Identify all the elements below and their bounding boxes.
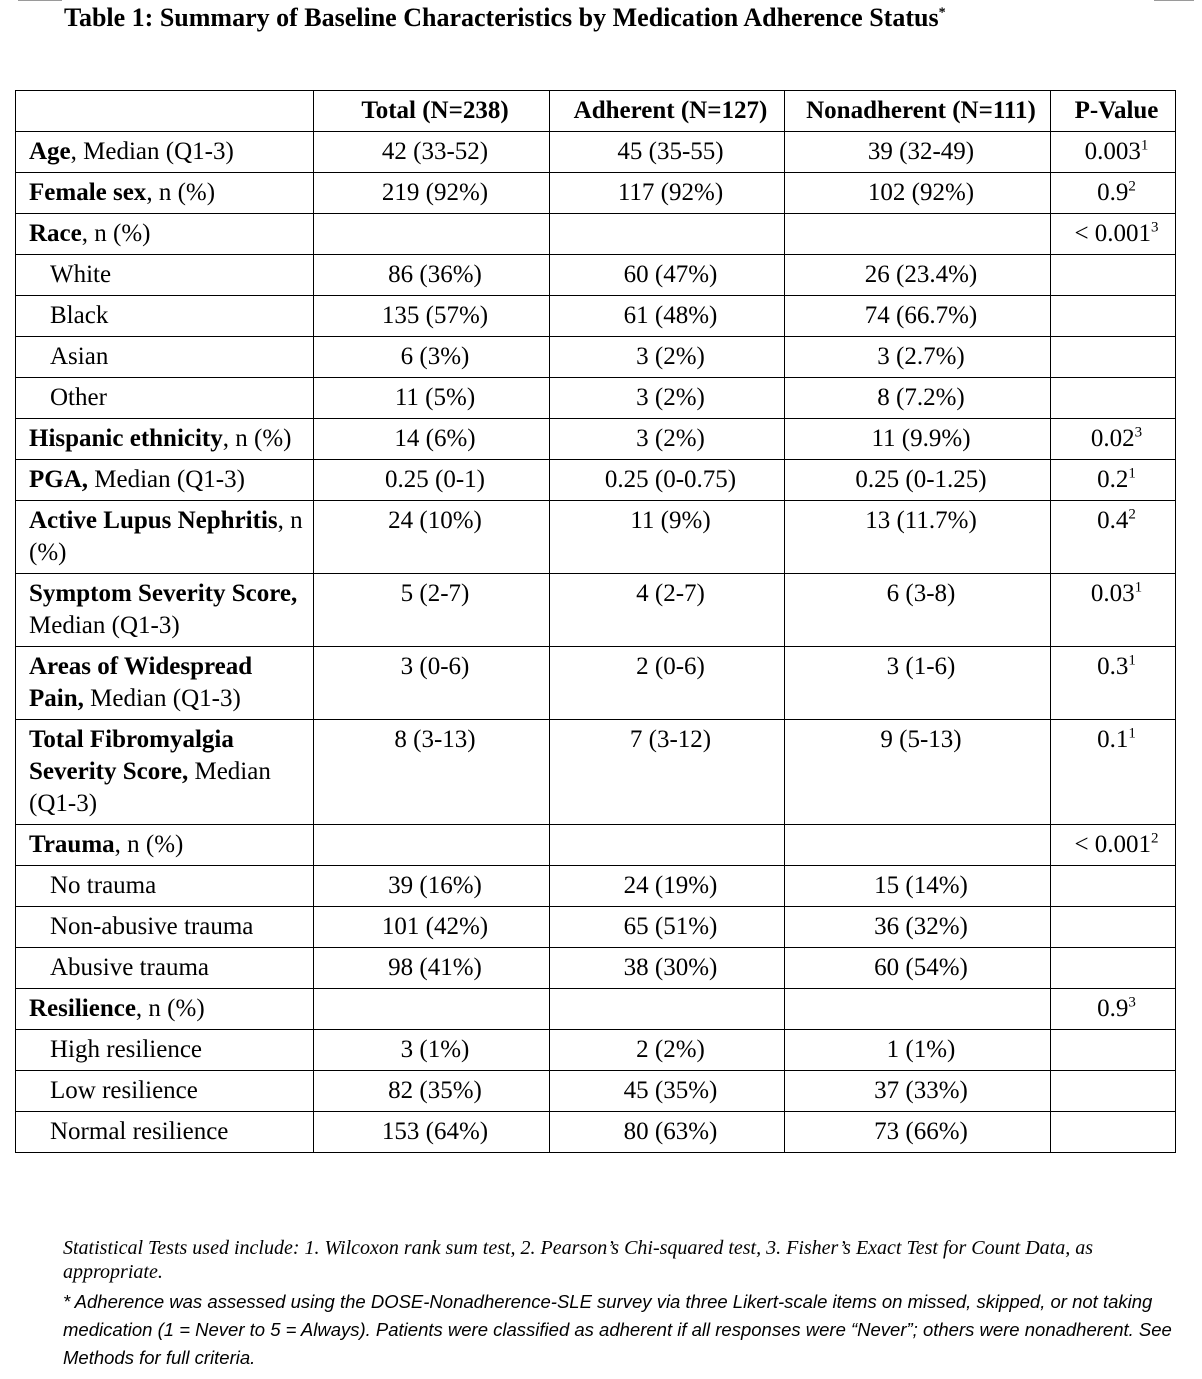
row-label (16, 720, 314, 825)
row-label-bold: Race (29, 220, 82, 247)
row-label-bold: Age (29, 138, 71, 165)
table-row (16, 132, 1176, 173)
p-value-text: 0.4 (1097, 507, 1129, 534)
row-label-text: Median (Q1-3) (88, 466, 245, 493)
row-label (16, 296, 314, 337)
cell-nonadherent: 0.25 (0-1.25) (785, 460, 1051, 501)
p-value-text: 0.03 (1090, 580, 1135, 607)
cell-p-value (1051, 825, 1176, 866)
cell-adherent: 45 (35%) (550, 1071, 785, 1112)
p-value-text: 0.2 (1097, 466, 1129, 493)
cell-nonadherent: 9 (5-13) (785, 720, 1051, 825)
row-label-text: , n (%) (29, 507, 303, 566)
row-label (16, 132, 314, 173)
row-label (16, 948, 314, 989)
table-row (16, 948, 1176, 989)
cell-nonadherent: 3 (2.7%) (785, 337, 1051, 378)
cell-p-value (1051, 1112, 1176, 1153)
p-value-test-marker: 1 (1128, 725, 1136, 742)
row-label-text: , n (%) (135, 995, 205, 1022)
cell-nonadherent: 13 (11.7%) (785, 501, 1051, 574)
cell-p-value (1051, 296, 1176, 337)
p-value-test-marker: 1 (1134, 579, 1143, 596)
p-value-text: 0.3 (1097, 653, 1129, 680)
table-row (16, 720, 1176, 825)
table-row (16, 907, 1176, 948)
row-label-text: Normal resilience (50, 1118, 229, 1145)
footnotes (63, 1236, 1173, 1372)
row-label-bold: Hispanic ethnicity (29, 425, 223, 452)
row-label-text: No trauma (50, 872, 157, 899)
row-label-text: High resilience (50, 1036, 203, 1063)
cell-adherent: 4 (2-7) (550, 574, 785, 647)
cell-total: 8 (3-13) (314, 720, 550, 825)
cell-nonadherent: 36 (32%) (785, 907, 1051, 948)
row-label-text: , Median (Q1-3) (70, 138, 234, 165)
row-label (16, 1112, 314, 1153)
cell-p-value (1051, 460, 1176, 501)
table-row (16, 989, 1176, 1030)
p-value-test-marker: 2 (1128, 178, 1136, 195)
cell-nonadherent: 74 (66.7%) (785, 296, 1051, 337)
row-label-text: Abusive trauma (50, 954, 209, 981)
cell-p-value (1051, 501, 1176, 574)
p-value-text: 0.003 (1084, 138, 1141, 165)
cell-adherent: 7 (3-12) (550, 720, 785, 825)
cell-nonadherent: 39 (32-49) (785, 132, 1051, 173)
p-value-text: < 0.001 (1074, 220, 1152, 247)
row-label-text: Non-abusive trauma (50, 913, 254, 940)
cell-adherent: 38 (30%) (550, 948, 785, 989)
title-asterisk: * (938, 5, 946, 21)
p-value-test-marker: 1 (1128, 465, 1136, 482)
cell-nonadherent: 60 (54%) (785, 948, 1051, 989)
table-row (16, 574, 1176, 647)
cell-adherent: 11 (9%) (550, 501, 785, 574)
cell-total: 82 (35%) (314, 1071, 550, 1112)
p-value-test-marker: 3 (1151, 219, 1159, 236)
row-label (16, 1071, 314, 1112)
baseline-characteristics-table (15, 90, 1176, 1153)
cell-nonadherent: 102 (92%) (785, 173, 1051, 214)
table-row (16, 419, 1176, 460)
cell-nonadherent: 11 (9.9%) (785, 419, 1051, 460)
row-label-bold: Trauma (29, 831, 115, 858)
p-value-test-marker: 3 (1134, 424, 1143, 441)
cell-p-value (1051, 378, 1176, 419)
cell-total: 42 (33-52) (314, 132, 550, 173)
cell-total: 11 (5%) (314, 378, 550, 419)
row-label (16, 419, 314, 460)
cell-nonadherent: 6 (3-8) (785, 574, 1051, 647)
cell-adherent: 3 (2%) (550, 419, 785, 460)
cell-nonadherent (785, 989, 1051, 1030)
cell-total (314, 214, 550, 255)
row-label (16, 378, 314, 419)
cell-p-value (1051, 173, 1176, 214)
row-label-text: , n (%) (114, 831, 184, 858)
row-label (16, 907, 314, 948)
cell-total: 153 (64%) (314, 1112, 550, 1153)
row-label-text: Other (50, 384, 107, 411)
cell-adherent: 117 (92%) (550, 173, 785, 214)
header-cell-nonadherent: Nonadherent (N=111) (785, 91, 1051, 132)
p-value-test-marker: 3 (1128, 994, 1136, 1011)
row-label-text: Median (Q1-3) (29, 612, 180, 639)
p-value-text: 0.1 (1097, 726, 1129, 753)
cell-nonadherent: 8 (7.2%) (785, 378, 1051, 419)
cell-p-value (1051, 647, 1176, 720)
cell-total: 98 (41%) (314, 948, 550, 989)
cell-nonadherent: 37 (33%) (785, 1071, 1051, 1112)
row-label-bold: Total Fibromyalgia Severity Score, (29, 726, 234, 785)
row-label (16, 255, 314, 296)
row-label-bold: Areas of Widespread Pain, (29, 653, 253, 712)
table-title-text: Table 1: Summary of Baseline Characteristics by Medication Adherence Status (64, 3, 939, 32)
cell-p-value (1051, 419, 1176, 460)
cell-total: 14 (6%) (314, 419, 550, 460)
table-row (16, 1071, 1176, 1112)
cell-adherent (550, 825, 785, 866)
cell-p-value (1051, 948, 1176, 989)
cell-p-value (1051, 720, 1176, 825)
cell-total: 24 (10%) (314, 501, 550, 574)
cell-adherent: 3 (2%) (550, 337, 785, 378)
cell-total: 101 (42%) (314, 907, 550, 948)
row-label-text: Median (Q1-3) (83, 685, 241, 712)
table-row (16, 825, 1176, 866)
table-row (16, 214, 1176, 255)
table-title (64, 3, 946, 33)
row-label-text: White (50, 261, 112, 288)
cell-total: 3 (0-6) (314, 647, 550, 720)
cell-p-value (1051, 214, 1176, 255)
p-value-text: 0.9 (1097, 995, 1129, 1022)
table-row (16, 337, 1176, 378)
cell-p-value (1051, 574, 1176, 647)
top-rule-right (1154, 0, 1194, 1)
row-label-bold: Female sex (29, 179, 147, 206)
table-row (16, 1112, 1176, 1153)
row-label (16, 989, 314, 1030)
row-label-text: , n (%) (81, 220, 151, 247)
cell-nonadherent: 73 (66%) (785, 1112, 1051, 1153)
cell-nonadherent: 26 (23.4%) (785, 255, 1051, 296)
table-row (16, 296, 1176, 337)
cell-nonadherent: 3 (1-6) (785, 647, 1051, 720)
table-row (16, 501, 1176, 574)
cell-nonadherent (785, 825, 1051, 866)
cell-total: 219 (92%) (314, 173, 550, 214)
cell-adherent: 24 (19%) (550, 866, 785, 907)
cell-total (314, 989, 550, 1030)
row-label (16, 214, 314, 255)
header-cell-total: Total (N=238) (314, 91, 550, 132)
row-label-text: Median (Q1-3) (29, 758, 271, 817)
row-label-bold: Active Lupus Nephritis (29, 507, 278, 534)
row-label (16, 337, 314, 378)
cell-total: 3 (1%) (314, 1030, 550, 1071)
footnote-statistical-tests: Statistical Tests used include: 1. Wilcoxon rank sum test, 2. Pearson’s Chi-squared test, 3. Fisher’s Exact Test for Count Data, as appropriate. (63, 1237, 1093, 1283)
row-label (16, 825, 314, 866)
row-label-text: Asian (50, 343, 109, 370)
row-label (16, 501, 314, 574)
cell-p-value (1051, 866, 1176, 907)
table-row (16, 866, 1176, 907)
row-label-bold: PGA, (29, 466, 89, 493)
cell-adherent: 3 (2%) (550, 378, 785, 419)
cell-adherent: 61 (48%) (550, 296, 785, 337)
cell-nonadherent: 1 (1%) (785, 1030, 1051, 1071)
cell-total: 86 (36%) (314, 255, 550, 296)
header-cell-p-value: P-Value (1051, 91, 1176, 132)
cell-adherent: 60 (47%) (550, 255, 785, 296)
row-label (16, 460, 314, 501)
table-row (16, 460, 1176, 501)
cell-p-value (1051, 1030, 1176, 1071)
footnote-adherence-definition: * Adherence was assessed using the DOSE-Nonadherence-SLE survey via three Likert-scale items on missed, skipped, or not taking medication (1 = Never to 5 = Always). Patients were classified as adherent if all responses were “Never”; others were nonadherent. See Methods for full criteria. (63, 1291, 1172, 1368)
p-value-test-marker: 1 (1140, 137, 1149, 154)
cell-adherent (550, 989, 785, 1030)
row-label (16, 574, 314, 647)
row-label (16, 647, 314, 720)
cell-p-value (1051, 255, 1176, 296)
cell-p-value (1051, 989, 1176, 1030)
row-label-bold: Resilience (29, 995, 136, 1022)
cell-total: 39 (16%) (314, 866, 550, 907)
cell-adherent: 2 (0-6) (550, 647, 785, 720)
cell-p-value (1051, 1071, 1176, 1112)
p-value-test-marker: 1 (1128, 652, 1136, 669)
cell-p-value (1051, 337, 1176, 378)
table-row (16, 1030, 1176, 1071)
cell-total: 6 (3%) (314, 337, 550, 378)
cell-p-value (1051, 132, 1176, 173)
p-value-test-marker: 2 (1128, 506, 1136, 523)
row-label-bold: Symptom Severity Score, (29, 580, 298, 607)
p-value-text: < 0.001 (1074, 831, 1152, 858)
table-row (16, 173, 1176, 214)
cell-total (314, 825, 550, 866)
header-row (16, 91, 1176, 132)
row-label-text: Low resilience (50, 1077, 198, 1104)
cell-total: 5 (2-7) (314, 574, 550, 647)
p-value-text: 0.02 (1090, 425, 1135, 452)
p-value-test-marker: 2 (1151, 830, 1159, 847)
cell-total: 135 (57%) (314, 296, 550, 337)
cell-total: 0.25 (0-1) (314, 460, 550, 501)
cell-adherent: 0.25 (0-0.75) (550, 460, 785, 501)
row-label (16, 173, 314, 214)
row-label (16, 1030, 314, 1071)
table-row (16, 378, 1176, 419)
cell-p-value (1051, 907, 1176, 948)
cell-adherent: 2 (2%) (550, 1030, 785, 1071)
cell-nonadherent (785, 214, 1051, 255)
table-row (16, 255, 1176, 296)
cell-adherent: 80 (63%) (550, 1112, 785, 1153)
row-label (16, 866, 314, 907)
cell-nonadherent: 15 (14%) (785, 866, 1051, 907)
table-row (16, 647, 1176, 720)
cell-adherent: 65 (51%) (550, 907, 785, 948)
cell-adherent: 45 (35-55) (550, 132, 785, 173)
header-cell-label (16, 91, 314, 132)
top-rule-left (18, 0, 62, 1)
header-cell-adherent: Adherent (N=127) (550, 91, 785, 132)
row-label-text: Black (50, 302, 109, 329)
p-value-text: 0.9 (1097, 179, 1129, 206)
cell-adherent (550, 214, 785, 255)
row-label-text: , n (%) (146, 179, 216, 206)
row-label-text: , n (%) (222, 425, 292, 452)
